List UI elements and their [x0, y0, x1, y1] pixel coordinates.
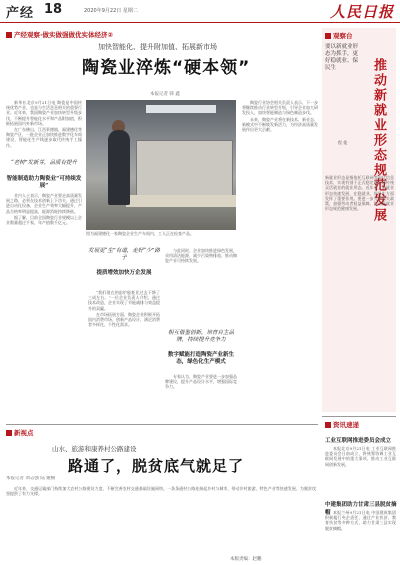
column-tag-news [325, 420, 359, 429]
sidebar-headline: 推动新就业形态规范发展 [371, 58, 386, 223]
column-marker-icon [325, 422, 331, 428]
column-marker-icon [6, 32, 12, 38]
photo-ceiling-light [146, 105, 216, 113]
bottom-byline: 本报记者 刘志强 陆 娅楠 [6, 476, 56, 481]
subhead-col3-a: 相互借鉴创新，培育自主品牌，持续提升竞争力 [167, 330, 234, 343]
divider [6, 424, 318, 425]
kicker: 加快智能化、提升附加值、拓展新市场 [98, 43, 217, 51]
paragraph: 未来，陶瓷产业将在新技术、新业态、新模式中不断焕发新活力，为经济高质量发展作出更大贡献。 [242, 116, 318, 133]
article-column-1b [6, 193, 82, 433]
column-marker-icon [6, 430, 12, 436]
column-tag-main [6, 30, 113, 39]
photo-conveyor [126, 195, 236, 207]
bottom-headline: 路通了，脱贫底气就足了 [68, 457, 245, 475]
column-tag-label: 观察台 [333, 32, 353, 40]
paragraph: 专家认为，陶瓷产业要进一步加强品牌建设，提升产品设计水平，增强国际竞争力。 [165, 374, 237, 390]
sidebar-text: 新就业形态是指依托互联网等现代信息技术，实现有别于正式稳定就业和传统灵活就业的就业形态。近年来，新就业形态快速发展，在稳就业、保民生方面发挥了重要作用。要进一步完善相关政策，加强劳动者权益保障，推动新就业形态规范健康发展。 [325, 175, 394, 212]
paragraph: 业内人士表示，陶瓷产业要走高质量发展之路，必须在技术创新上下功夫。通过引进自动化设备，企业生产效率大幅提升，产品合格率明显提高，能源消耗持续降低。 [6, 193, 82, 214]
subhead-col1-a: “老树”发新芽，品质有提升 [10, 160, 78, 166]
section-title: 产经 [6, 6, 35, 21]
article-column-1a [6, 100, 82, 160]
subhead-col3-b: 数字赋能打造陶瓷产业新生态，绿色化生产模式 [167, 352, 234, 365]
column-tag-label: 资讯速递 [333, 421, 359, 429]
photo-caption: 图为福建德化一家陶瓷企业生产车间内，工人正在检查产品。 [86, 231, 194, 236]
main-byline: 本报记者 韩 鑫 [150, 92, 180, 97]
news-title-1: 工业互联网推进委员会成立 [325, 438, 392, 444]
article-column-2 [88, 290, 160, 433]
paragraph: 陶瓷行业协会相关负责人表示，下一步将继续推动行业转型升级，引导企业加大研发投入，加快智能制造与绿色制造步伐。 [242, 100, 318, 116]
paragraph: 在广东佛山、江西景德镇、福建德化等陶瓷产区，一批企业正加快推进数字化车间建设，智能化生产线逐步取代传统手工操作。 [6, 127, 82, 148]
photo-machine [136, 140, 233, 202]
sidebar-lead: 要以新就业形态为抓手，更好稳就业、保民生 [325, 44, 359, 71]
newspaper-logo: 人民日报 [330, 3, 395, 21]
paragraph: 与此同时，企业加快推进绿色发展，采用清洁能源，减少污染物排放，推动陶瓷产业可持续发展。 [165, 248, 237, 264]
article-column-4 [242, 100, 318, 433]
factory-photo [86, 100, 236, 230]
divider [322, 416, 396, 417]
column-tag-label: 产经观察·做实做强做优实体经济② [14, 31, 113, 39]
article-column-3a [165, 248, 237, 328]
subhead-col2-b: 提质增效加快万企发展 [96, 270, 152, 276]
paragraph: 新华社北京9月21日电 陶瓷是中国传统优势产业，也是与生活息息相关的重要行业。近年来，我国陶瓷产业加快转型升级步伐，不断提升智能化水平和产品附加值，积极拓展国内外新市场。 [6, 100, 82, 126]
bottom-text [6, 486, 316, 552]
column-marker-icon [325, 33, 331, 39]
subhead-col2-a: 发展更“生”有道，走好“少”路子 [88, 248, 160, 261]
column-tag-sidebar [325, 31, 353, 40]
paragraph: 在市场拓展方面，陶瓷企业积极开拓国内消费市场，创新产品设计，满足消费者多样化、个性化需求。 [88, 311, 160, 328]
photo-worker [108, 130, 130, 205]
news-title-2: 中建集团助力甘肃三县脱贫摘帽 [325, 502, 397, 516]
news-text-2 [325, 510, 396, 560]
main-headline: 陶瓷业淬炼“硬本领” [82, 58, 251, 78]
sidebar-byline: 程 俊 [338, 140, 348, 145]
masthead [0, 0, 400, 23]
column-tag-bottom [6, 428, 34, 437]
news-text-1 [325, 446, 396, 496]
column-tag-label: 新视点 [14, 429, 34, 437]
paragraph: 据了解，目前全国陶瓷行业规模以上企业数量超过千家，年产值数千亿元。 [6, 214, 82, 226]
paragraph: 本报兰州9月21日电 中国建筑集团积极履行央企责任，通过产业扶贫、教育扶贫等多种方式，助力甘肃三县实现脱贫摘帽。 [325, 510, 396, 531]
paragraph: 本报北京9月21日电 工业互联网推进委员会日前成立，将统筹协调工业互联网发展中的重大事项，推动工业互联网创新发展。 [325, 446, 396, 467]
page-editor: 本版责编：赵鹏 [230, 557, 262, 562]
paragraph: “我们现在的窑炉能耗比过去下降了三成左右。”一位企业负责人介绍，通过技术改造，企业实现了节能减排与效益提升的双赢。 [88, 290, 160, 311]
issue-date: 2020年9月22日 星期二 [84, 8, 138, 14]
subhead-col1-b: 智能制造助力陶瓷业“可持续发展” [6, 176, 82, 189]
page-number: 18 [44, 2, 63, 17]
bottom-subtitle: 山水、旅游和康养村公路建设 [52, 445, 137, 453]
paragraph: 近年来，交通运输部门持续加大农村公路建设力度，不断完善农村交通基础设施网络。一条条通村公路连接起乡村与城市，带动乡村旅游、特色产业等快速发展，为脱贫攻坚提供了有力支撑。 [6, 486, 316, 497]
